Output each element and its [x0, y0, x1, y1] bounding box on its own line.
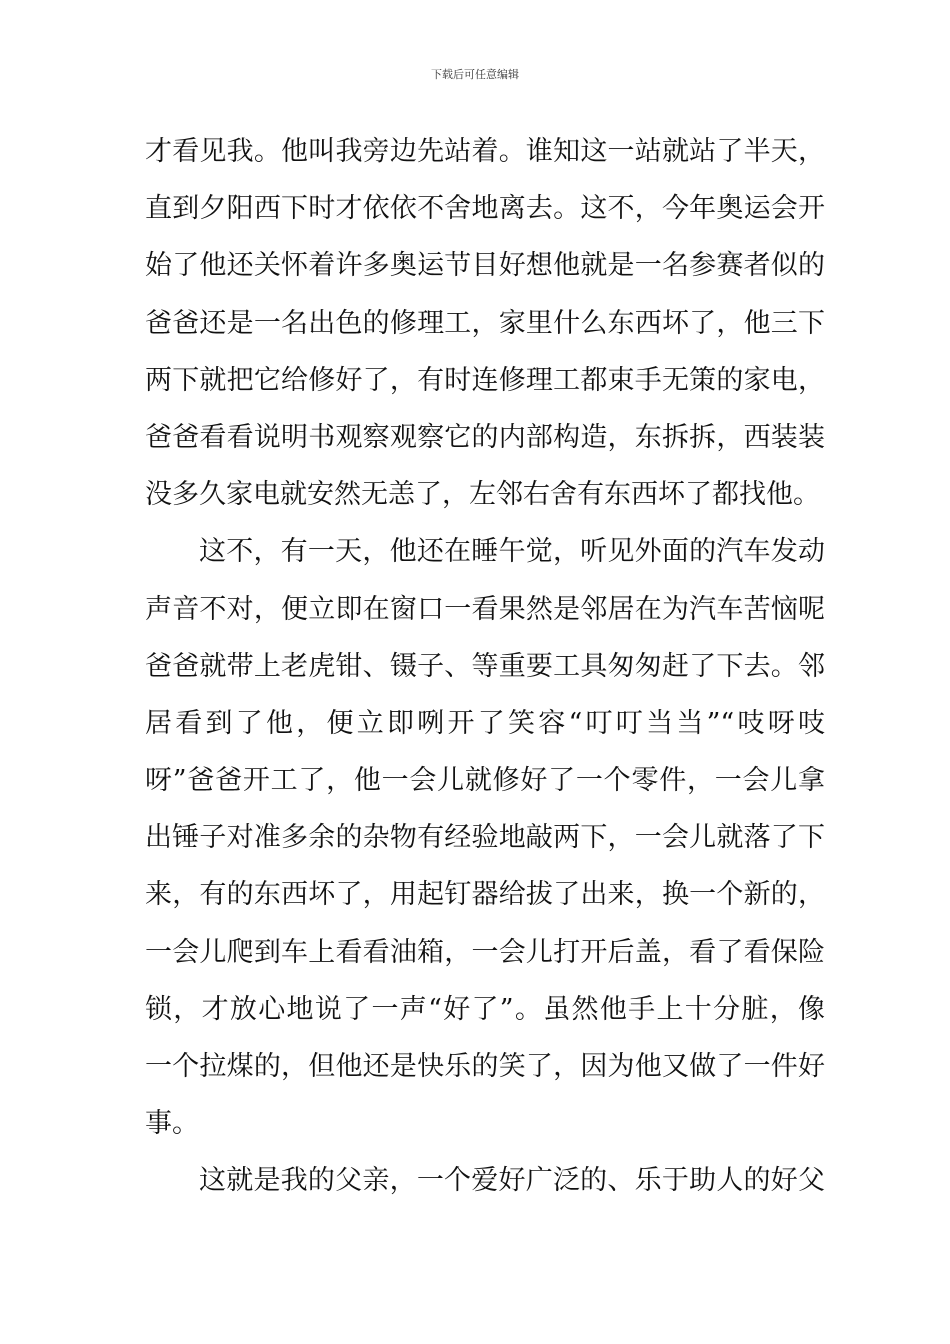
text-line: 一会儿爬到车上看看油箱，一会儿打开后盖，看了看保险: [145, 936, 825, 968]
paragraph: [145, 1156, 825, 1213]
text-line: 居看到了他，便立即咧开了笑容“叮叮当当”“吱呀吱: [145, 707, 825, 739]
text-line: 一个拉煤的，但他还是快乐的笑了，因为他又做了一件好: [145, 1051, 825, 1082]
text-line: 声音不对，便立即在窗口一看果然是邻居在为汽车苦恼呢: [145, 593, 825, 625]
text-line: 锁，才放心地说了一声“好了”。虽然他手上十分脏，像: [145, 993, 825, 1025]
text-line: 直到夕阳西下时才依依不舍地离去。这不，今年奥运会开: [145, 193, 825, 225]
text-line: 出锤子对准多余的杂物有经验地敲两下，一会儿就落了下: [145, 822, 825, 854]
text-line: 没多久家电就安然无恙了，左邻右舍有东西坏了都找他。: [145, 479, 820, 511]
page-header: 下载后可任意编辑: [431, 68, 519, 81]
text-line: 呀”爸爸开工了，他一会儿就修好了一个零件，一会儿拿: [145, 765, 825, 797]
text-line: 爸爸就带上老虎钳、镊子、等重要工具匆匆赶了下去。邻: [145, 650, 825, 682]
text-line: 爸爸还是一名出色的修理工，家里什么东西坏了，他三下: [145, 307, 825, 339]
text-line: 两下就把它给修好了，有时连修理工都束手无策的家电，: [145, 364, 825, 396]
text-line: 爸爸看看说明书观察观察它的内部构造，东拆拆，西装装: [145, 421, 825, 453]
text-line: 这就是我的父亲，一个爱好广泛的、乐于助人的好父: [199, 1165, 825, 1197]
text-line: 才看见我。他叫我旁边先站着。谁知这一站就站了半天，: [145, 136, 825, 167]
text-line: 这不，有一天，他还在睡午觉，听见外面的汽车发动: [199, 536, 825, 568]
text-line: 始了他还关怀着许多奥运节目好想他就是一名参赛者似的: [145, 250, 825, 282]
paragraph: [145, 527, 825, 1156]
text-line: 事。: [145, 1108, 199, 1140]
document-body: [145, 127, 825, 1214]
text-line: 来，有的东西坏了，用起钉器给拔了出来，换一个新的，: [145, 879, 825, 911]
paragraph: [145, 127, 825, 527]
